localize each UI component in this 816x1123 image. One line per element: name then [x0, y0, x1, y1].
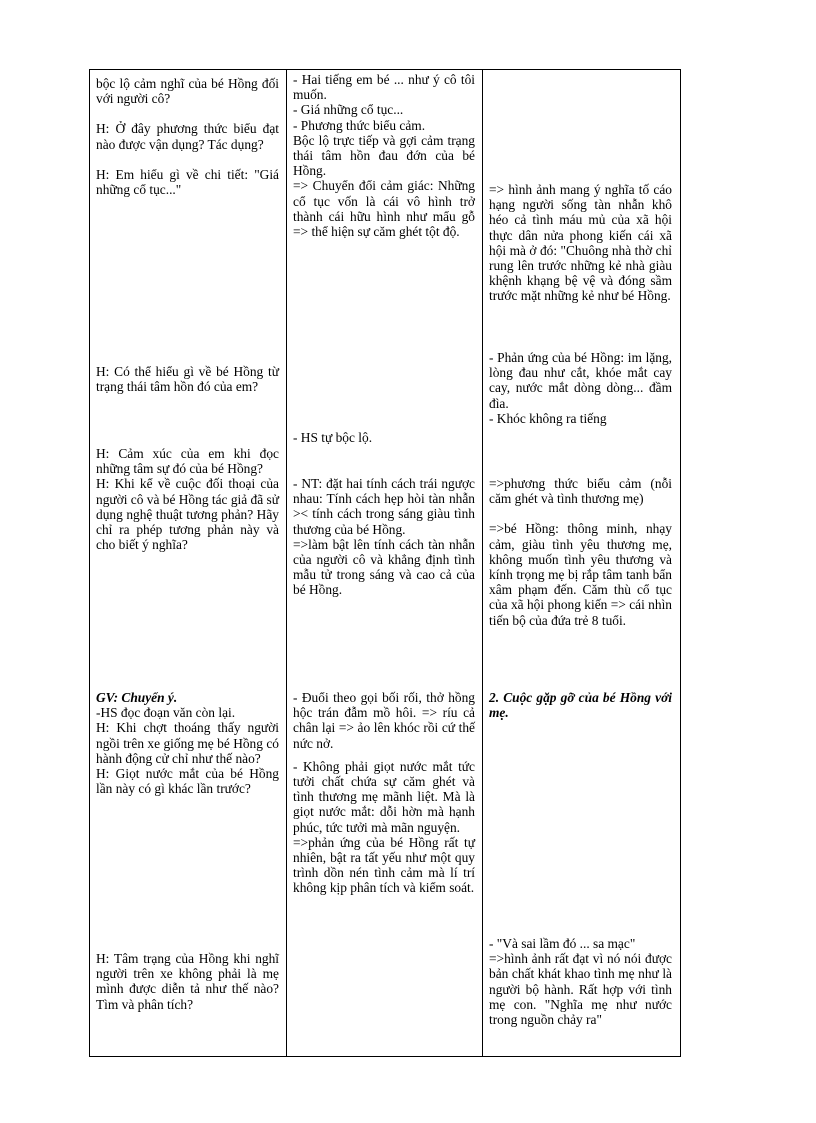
right-section-3 [489, 476, 672, 628]
answer-text: - Đuổi theo gọi bối rối, thở hồng hộc trán đẫm mồ hôi. => ríu cả chân lại => ảo lên khóc rồi cứ thế nức nở. [293, 690, 475, 751]
content-text: - "Và sai lầm đó ... sa mạc" [489, 936, 636, 951]
question-text: H: Khi chợt thoáng thấy người ngồi trên xe giống mẹ bé Hồng có hành động cử chỉ như thế nào? [96, 720, 279, 766]
lesson-table [89, 69, 681, 1057]
question-text: H: Em hiểu gì về chi tiết: "Giá những cổ tục..." [96, 166, 279, 198]
question-text: H: Khi kể về cuộc đối thoại của người cô và bé Hồng tác giả đã sử dụng nghệ thuật tương phản? Hãy chỉ ra phép tương phản này và cho biết ý nghĩa? [96, 476, 279, 553]
section-heading: 2. Cuộc gặp gỡ của bé Hồng với mẹ. [489, 690, 672, 721]
answer-text: - Phương thức biểu cảm. [293, 117, 426, 133]
left-section-4 [96, 690, 279, 796]
content-text: => hình ảnh mang ý nghĩa tố cáo hạng người sống tàn nhẫn khô héo cả tình máu mủ của xã hội thực dân nửa phong kiến cái xã hội mà ở đó: "Chuông nhà thờ chỉ rung lên trước những kẻ nhà giàu khệnh khạng bệ vệ và đóng sầm trước mặt những kẻ như bé Hồng. [489, 182, 672, 304]
middle-section-4 [293, 690, 475, 896]
right-section-1 [489, 182, 672, 304]
question-text: H: Tâm trạng của Hồng khi nghĩ người trên xe không phải là mẹ mình được diễn tả như thế nào? Tìm và phân tích? [96, 951, 279, 1012]
content-text: - Phản ứng của bé Hồng: im lặng, lòng đau như cắt, khóe mắt cay cay, nước mắt dòng dòng... đầm đìa. [489, 350, 672, 411]
left-section-5 [96, 951, 279, 1012]
transition-heading: GV: Chuyển ý. [96, 690, 178, 705]
column-divider [286, 70, 287, 1056]
answer-text: - NT: đặt hai tính cách trái ngược nhau: Tính cách hẹp hòi tàn nhẫn >< tính cách trong sáng giàu tình thương của bé Hồng. [293, 476, 475, 537]
content-text: - Khóc không ra tiếng [489, 410, 607, 426]
left-section-3 [96, 446, 279, 552]
question-text: H: Cảm xúc của em khi đọc những tâm sự đó của bé Hồng? [96, 446, 279, 477]
middle-section-1 [293, 72, 475, 239]
left-section-2 [96, 364, 279, 394]
content-text: =>hình ảnh rất đạt vì nó nói được bản chất khát khao tình mẹ như là người bộ hành. Rất hợp với tình mẹ con. "Nghĩa mẹ như nước trong nguồn chảy ra" [489, 951, 672, 1028]
content-text: =>bé Hồng: thông minh, nhạy cảm, giàu tình yêu thương mẹ, không muốn tình yêu thương và kính trọng mẹ bị rắp tâm tanh bẩn xâm phạm đến. Căm thù cổ tục của xã hội phong kiến => cái nhìn tiến bộ của đứa trẻ 8 tuổi. [489, 521, 672, 628]
answer-text: - Giá những cổ tục... [293, 102, 404, 118]
answer-text: Bộc lộ trực tiếp và gợi cảm trạng thái tâm hồn đau đớn của bé Hồng. [293, 132, 475, 179]
question-text: -HS đọc đoạn văn còn lại. [96, 705, 236, 721]
middle-section-2 [293, 430, 475, 445]
middle-section-3 [293, 476, 475, 598]
right-section-5 [489, 936, 672, 1027]
answer-text: - Không phải giọt nước mắt tức tưởi chất chứa sự căm ghét và tình thương mẹ mãnh liệt. Mà là giọt nước mắt: dỗi hờn mà hạnh phúc, tức tưởi mà mãn nguyện. [293, 758, 475, 835]
question-text: bộc lộ cảm nghĩ của bé Hồng đối với người cô? [96, 76, 279, 107]
answer-text: - Hai tiếng em bé ... như ý cô tôi muốn. [293, 72, 475, 103]
right-section-4 [489, 690, 672, 720]
question-text: H: Giọt nước mắt của bé Hồng lần này có gì khác lần trước? [96, 766, 279, 797]
column-divider [482, 70, 483, 1056]
right-section-2 [489, 350, 672, 426]
left-section-1 [96, 76, 279, 197]
content-text: =>phương thức biểu cảm (nỗi căm ghét và tình thương mẹ) [489, 476, 672, 507]
answer-text: =>phản ứng của bé Hồng rất tự nhiên, bật ra tất yếu như một quy trình dồn nén tình cảm mà lí trí không kịp phân tích và kiểm soát. [293, 834, 475, 896]
answer-text: => Chuyển đổi cảm giác: Những cổ tục vốn là cái vô hình trở thành cái hữu hình như mẩu gỗ => thể hiện sự căm ghét tột độ. [293, 178, 475, 240]
answer-text: =>làm bật lên tính cách tàn nhẫn của người cô và khẳng định tình mẫu tử trong sáng và cao cả của bé Hồng. [293, 536, 475, 598]
question-text: H: Có thể hiểu gì về bé Hồng từ trạng thái tâm hồn đó của em? [96, 364, 279, 395]
question-text: H: Ở đây phương thức biểu đạt nào được vận dụng? Tác dụng? [96, 121, 279, 152]
answer-text: - HS tự bộc lộ. [293, 430, 373, 445]
